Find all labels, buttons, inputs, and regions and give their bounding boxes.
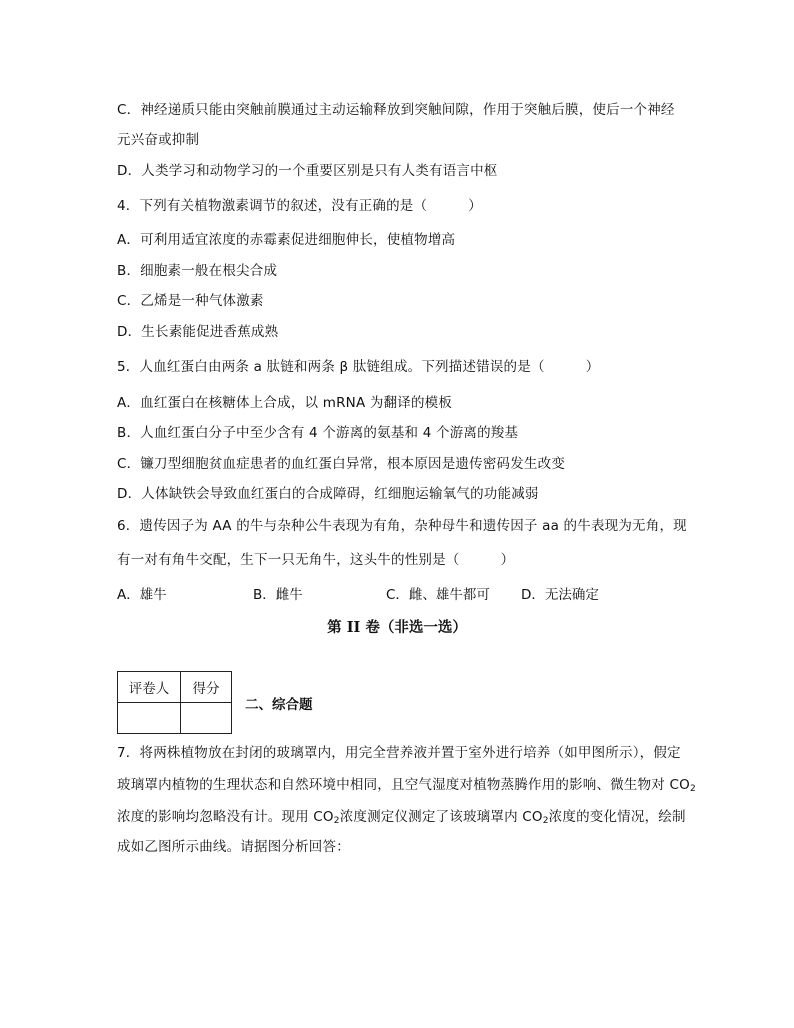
q5-stem: 5．人血红蛋白由两条 a 肽链和两条 β 肽链组成。下列描述错误的是（ ） <box>117 359 600 375</box>
q3-option-c-line2: 元兴奋或抑制 <box>117 132 200 148</box>
q3-option-d: D．人类学习和动物学习的一个重要区别是只有人类有语言中枢 <box>117 163 498 179</box>
co2-subscript: 2 <box>689 784 696 794</box>
q6-options <box>117 586 637 604</box>
q6-option-b: B．雌牛 <box>253 587 303 603</box>
q5-option-b: B．人血红蛋白分子中至少含有 4 个游离的氨基和 4 个游离的羧基 <box>117 425 519 441</box>
q7-line4: 成如乙图所示曲线。请据图分析回答： <box>117 839 350 855</box>
section-title: 第 II 卷（非选一选） <box>327 619 467 636</box>
q5-option-c: C．镰刀型细胞贫血症患者的血红蛋白异常，根本原因是遗传密码发生改变 <box>117 456 566 472</box>
co2-subscript: 2 <box>333 816 340 826</box>
grade-table <box>117 671 232 734</box>
q4-stem: 4．下列有关植物激素调节的叙述，没有正确的是（ ） <box>117 198 482 214</box>
q5-option-a: A．血红蛋白在核糖体上合成，以 mRNA 为翻译的模板 <box>117 395 453 411</box>
q5-option-d: D．人体缺铁会导致血红蛋白的合成障碍，红细胞运输氧气的功能减弱 <box>117 486 539 502</box>
q7-line1: 7．将两株植物放在封闭的玻璃罩内，用完全营养液并置于室外进行培养（如甲图所示），假定 <box>117 745 681 761</box>
q7-line2 <box>117 776 696 794</box>
part-title: 二、综合题 <box>245 697 313 713</box>
q6-option-d: D．无法确定 <box>521 587 599 603</box>
q6-stem-line1: 6．遗传因子为 AA 的牛与杂种公牛表现为有角，杂种母牛和遗传因子 aa 的牛表现为无角，现 <box>117 518 687 534</box>
q4-option-a: A．可利用适宜浓度的赤霉素促进细胞伸长，使植物增高 <box>117 232 456 248</box>
grade-table-reviewer-cell <box>118 703 181 734</box>
q7-line3 <box>117 808 686 826</box>
q4-option-d: D．生长素能促进香蕉成熟 <box>117 324 279 340</box>
grade-table-header-reviewer: 评卷人 <box>118 672 181 703</box>
grade-table-header-score: 得分 <box>181 672 232 703</box>
q7-line2-text: 玻璃罩内植物的生理状态和自然环境中相同，且空气湿度对植物蒸腾作用的影响、微生物对 CO <box>117 777 690 793</box>
q6-option-a: A．雄牛 <box>117 587 167 603</box>
grade-table-score-cell <box>181 703 232 734</box>
q6-stem-line2: 有一对有角牛交配，生下一只无角牛，这头牛的性别是（ ） <box>117 552 515 568</box>
q7-line3-end: 浓度的变化情况，绘制 <box>548 809 686 825</box>
q7-line3-text: 浓度的影响均忽略没有计。现用 CO <box>117 809 334 825</box>
q6-option-c: C．雌、雄牛都可 <box>386 587 490 603</box>
q3-option-c-line1: C．神经递质只能由突触前膜通过主动运输释放到突触间隙，作用于突触后膜，使后一个神经 <box>117 102 675 118</box>
co2-subscript: 2 <box>542 816 549 826</box>
q7-line3-mid: 浓度测定仪测定了该玻璃罩内 CO <box>339 809 543 825</box>
q4-option-c: C．乙烯是一种气体激素 <box>117 293 264 309</box>
q4-option-b: B．细胞素一般在根尖合成 <box>117 263 278 279</box>
